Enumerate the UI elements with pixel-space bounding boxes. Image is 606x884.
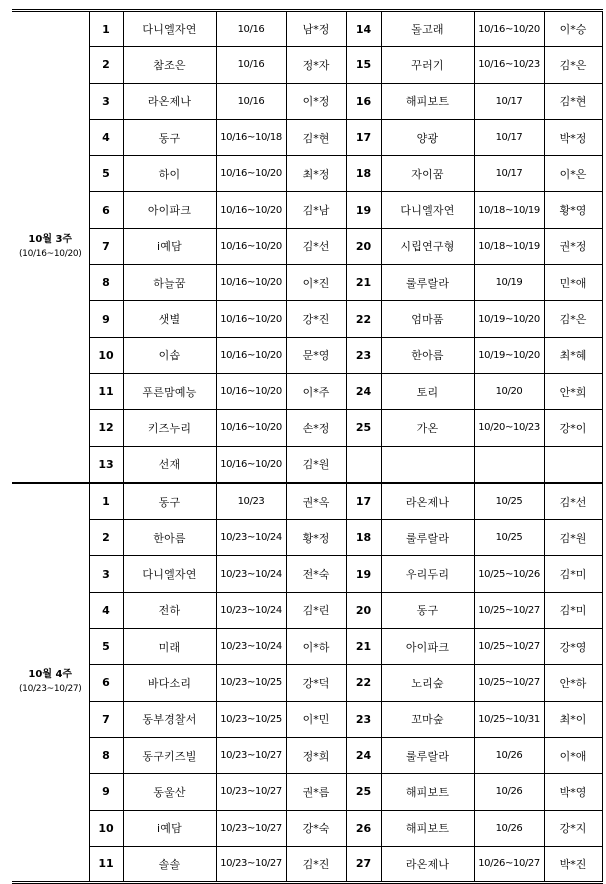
entry-date: 10/18~10/19 (474, 228, 544, 264)
center-name: 다니엘자연 (123, 556, 216, 592)
entry-number: 17 (346, 119, 381, 155)
contact-person: 강*숙 (286, 810, 346, 846)
contact-person: 김*현 (544, 83, 602, 119)
entry-number: 13 (89, 446, 123, 482)
contact-person: 김*원 (286, 446, 346, 482)
entry-date: 10/26 (474, 810, 544, 846)
entry-number: 15 (346, 47, 381, 83)
contact-person: 강*지 (544, 810, 602, 846)
contact-person: 정*자 (286, 47, 346, 83)
entry-number (346, 446, 381, 482)
contact-person: 김*미 (544, 556, 602, 592)
contact-person: 이*정 (286, 83, 346, 119)
center-name: 바다소리 (123, 665, 216, 701)
contact-person: 권*름 (286, 774, 346, 810)
entry-date: 10/23~10/24 (216, 556, 286, 592)
entry-number: 27 (346, 846, 381, 882)
center-name: 라온제나 (123, 83, 216, 119)
contact-person: 이*진 (286, 265, 346, 301)
entry-number: 20 (346, 592, 381, 628)
entry-number: 3 (89, 556, 123, 592)
center-name: 이솝 (123, 337, 216, 373)
entry-number: 19 (346, 192, 381, 228)
entry-date: 10/23~10/27 (216, 810, 286, 846)
entry-date: 10/23~10/24 (216, 629, 286, 665)
entry-number: 18 (346, 156, 381, 192)
entry-number: 16 (346, 83, 381, 119)
entry-number: 7 (89, 228, 123, 264)
entry-number: 7 (89, 701, 123, 737)
contact-person: 전*숙 (286, 556, 346, 592)
entry-date: 10/26~10/27 (474, 846, 544, 882)
center-name: 라온제나 (381, 846, 474, 882)
entry-date: 10/19~10/20 (474, 301, 544, 337)
schedule-row (12, 156, 602, 192)
center-name: 양광 (381, 119, 474, 155)
center-name: 동구 (123, 119, 216, 155)
center-name: 샛별 (123, 301, 216, 337)
center-name: 전하 (123, 592, 216, 628)
schedule-row (12, 701, 602, 737)
center-name: 룰루랄라 (381, 265, 474, 301)
entry-date: 10/19 (474, 265, 544, 301)
contact-person: 김*진 (286, 846, 346, 882)
entry-number: 18 (346, 520, 381, 556)
contact-person: 이*하 (286, 629, 346, 665)
entry-date: 10/23~10/25 (216, 665, 286, 701)
entry-date: 10/16~10/20 (216, 156, 286, 192)
contact-person: 최*혜 (544, 337, 602, 373)
center-name: 푸른맘예능 (123, 373, 216, 409)
contact-person: 문*영 (286, 337, 346, 373)
center-name: 라온제나 (381, 483, 474, 519)
center-name: i예담 (123, 228, 216, 264)
schedule-row (12, 410, 602, 446)
entry-number: 20 (346, 228, 381, 264)
entry-number: 6 (89, 192, 123, 228)
entry-number: 11 (89, 846, 123, 882)
schedule-row (12, 737, 602, 773)
schedule-row (12, 301, 602, 337)
schedule-row (12, 119, 602, 155)
center-name: 다니엘자연 (123, 11, 216, 47)
contact-person: 박*영 (544, 774, 602, 810)
contact-person: 김*은 (544, 47, 602, 83)
entry-number: 4 (89, 119, 123, 155)
entry-date: 10/17 (474, 119, 544, 155)
schedule-row (12, 373, 602, 409)
schedule-row (12, 520, 602, 556)
entry-number: 3 (89, 83, 123, 119)
entry-number: 21 (346, 629, 381, 665)
entry-number: 11 (89, 373, 123, 409)
center-name: 엄마품 (381, 301, 474, 337)
center-name: 노리숲 (381, 665, 474, 701)
center-name: 우리두리 (381, 556, 474, 592)
contact-person: 이*애 (544, 737, 602, 773)
schedule-row (12, 665, 602, 701)
contact-person: 김*선 (286, 228, 346, 264)
entry-number: 24 (346, 373, 381, 409)
entry-number: 9 (89, 774, 123, 810)
entry-date: 10/16~10/20 (216, 337, 286, 373)
schedule-row (12, 83, 602, 119)
entry-date: 10/25 (474, 520, 544, 556)
schedule-row (12, 11, 602, 47)
entry-number: 25 (346, 410, 381, 446)
center-name: 시립연구형 (381, 228, 474, 264)
entry-date: 10/23~10/24 (216, 592, 286, 628)
entry-date: 10/16~10/20 (216, 265, 286, 301)
entry-number: 23 (346, 337, 381, 373)
schedule-row (12, 483, 602, 519)
contact-person: 강*덕 (286, 665, 346, 701)
week-label (12, 483, 89, 882)
center-name: 꾸러기 (381, 47, 474, 83)
center-name: 동울산 (123, 774, 216, 810)
contact-person: 이*민 (286, 701, 346, 737)
entry-number: 14 (346, 11, 381, 47)
schedule-row (12, 265, 602, 301)
center-name: 해피보트 (381, 774, 474, 810)
contact-person: 김*선 (544, 483, 602, 519)
entry-number: 4 (89, 592, 123, 628)
schedule-row (12, 192, 602, 228)
center-name: 아이파크 (381, 629, 474, 665)
entry-number: 19 (346, 556, 381, 592)
entry-date: 10/23~10/27 (216, 774, 286, 810)
entry-date: 10/19~10/20 (474, 337, 544, 373)
entry-date: 10/20~10/23 (474, 410, 544, 446)
center-name: 다니엘자연 (381, 192, 474, 228)
week-label (12, 11, 89, 483)
entry-number: 23 (346, 701, 381, 737)
entry-date: 10/25~10/27 (474, 665, 544, 701)
center-name: 선재 (123, 446, 216, 482)
entry-number: 22 (346, 301, 381, 337)
contact-person: 이*은 (544, 156, 602, 192)
week-table-oct-4 (12, 483, 603, 884)
schedule-row (12, 846, 602, 882)
contact-person: 최*정 (286, 156, 346, 192)
entry-date: 10/16~10/20 (216, 228, 286, 264)
entry-date: 10/23 (216, 483, 286, 519)
contact-person: 김*원 (544, 520, 602, 556)
entry-number: 10 (89, 810, 123, 846)
contact-person: 권*정 (544, 228, 602, 264)
center-name: 룰루랄라 (381, 737, 474, 773)
contact-person: 강*이 (544, 410, 602, 446)
contact-person: 권*옥 (286, 483, 346, 519)
entry-date: 10/16 (216, 47, 286, 83)
entry-date: 10/18~10/19 (474, 192, 544, 228)
entry-date: 10/16~10/23 (474, 47, 544, 83)
schedule-row (12, 810, 602, 846)
center-name: 룰루랄라 (381, 520, 474, 556)
contact-person: 김*남 (286, 192, 346, 228)
center-name: 한아름 (381, 337, 474, 373)
center-name: 한아름 (123, 520, 216, 556)
center-name: 가온 (381, 410, 474, 446)
entry-date: 10/16~10/20 (216, 410, 286, 446)
entry-date: 10/26 (474, 737, 544, 773)
entry-date: 10/23~10/27 (216, 846, 286, 882)
center-name: 참조은 (123, 47, 216, 83)
entry-number: 10 (89, 337, 123, 373)
entry-date: 10/25~10/26 (474, 556, 544, 592)
center-name (381, 446, 474, 482)
entry-date: 10/26 (474, 774, 544, 810)
entry-date: 10/20 (474, 373, 544, 409)
entry-number: 9 (89, 301, 123, 337)
entry-number: 5 (89, 156, 123, 192)
entry-date (474, 446, 544, 482)
entry-date: 10/17 (474, 156, 544, 192)
week-title: 10월 3주 (28, 233, 73, 245)
contact-person: 황*영 (544, 192, 602, 228)
entry-number: 1 (89, 483, 123, 519)
schedule-sheet (12, 9, 602, 884)
center-name: 꼬마숲 (381, 701, 474, 737)
contact-person: 최*이 (544, 701, 602, 737)
entry-number: 24 (346, 737, 381, 773)
contact-person: 민*애 (544, 265, 602, 301)
entry-date: 10/25~10/27 (474, 629, 544, 665)
entry-date: 10/16~10/20 (474, 11, 544, 47)
week-range: (10/23~10/27) (18, 684, 82, 695)
entry-date: 10/16~10/20 (216, 301, 286, 337)
schedule-row (12, 228, 602, 264)
contact-person: 김*은 (544, 301, 602, 337)
entry-date: 10/16 (216, 83, 286, 119)
week-range: (10/16~10/20) (18, 248, 82, 259)
entry-number: 17 (346, 483, 381, 519)
entry-date: 10/16~10/20 (216, 373, 286, 409)
week-title: 10월 4주 (28, 669, 73, 681)
entry-date: 10/25~10/27 (474, 592, 544, 628)
contact-person: 남*정 (286, 11, 346, 47)
contact-person: 손*정 (286, 410, 346, 446)
center-name: 솔솔 (123, 846, 216, 882)
entry-number: 8 (89, 737, 123, 773)
entry-number: 26 (346, 810, 381, 846)
entry-number: 25 (346, 774, 381, 810)
entry-number: 22 (346, 665, 381, 701)
schedule-row (12, 47, 602, 83)
contact-person: 안*하 (544, 665, 602, 701)
center-name: 하이 (123, 156, 216, 192)
entry-date: 10/16~10/20 (216, 446, 286, 482)
center-name: 아이파크 (123, 192, 216, 228)
entry-number: 6 (89, 665, 123, 701)
center-name: 동구 (381, 592, 474, 628)
center-name: 미래 (123, 629, 216, 665)
center-name: 토리 (381, 373, 474, 409)
entry-number: 21 (346, 265, 381, 301)
entry-date: 10/16~10/20 (216, 192, 286, 228)
contact-person: 김*미 (544, 592, 602, 628)
contact-person: 김*린 (286, 592, 346, 628)
schedule-row (12, 774, 602, 810)
schedule-row (12, 337, 602, 373)
entry-number: 1 (89, 11, 123, 47)
center-name: 동부경찰서 (123, 701, 216, 737)
entry-date: 10/25~10/31 (474, 701, 544, 737)
contact-person: 강*진 (286, 301, 346, 337)
entry-date: 10/25 (474, 483, 544, 519)
schedule-row (12, 592, 602, 628)
contact-person: 박*진 (544, 846, 602, 882)
schedule-row (12, 446, 602, 482)
entry-date: 10/23~10/25 (216, 701, 286, 737)
schedule-row (12, 556, 602, 592)
contact-person: 황*정 (286, 520, 346, 556)
entry-number: 8 (89, 265, 123, 301)
contact-person: 박*정 (544, 119, 602, 155)
entry-date: 10/16~10/18 (216, 119, 286, 155)
center-name: 자이꿈 (381, 156, 474, 192)
week-table-oct-3 (12, 9, 603, 483)
contact-person: 정*희 (286, 737, 346, 773)
center-name: 돌고래 (381, 11, 474, 47)
center-name: 키즈누리 (123, 410, 216, 446)
entry-date: 10/23~10/27 (216, 737, 286, 773)
entry-number: 2 (89, 47, 123, 83)
contact-person (544, 446, 602, 482)
entry-date: 10/16 (216, 11, 286, 47)
entry-number: 2 (89, 520, 123, 556)
center-name: 해피보트 (381, 810, 474, 846)
entry-date: 10/23~10/24 (216, 520, 286, 556)
center-name: 동구키즈빌 (123, 737, 216, 773)
entry-date: 10/17 (474, 83, 544, 119)
center-name: i예담 (123, 810, 216, 846)
contact-person: 이*승 (544, 11, 602, 47)
entry-number: 12 (89, 410, 123, 446)
center-name: 해피보트 (381, 83, 474, 119)
schedule-row (12, 629, 602, 665)
contact-person: 안*희 (544, 373, 602, 409)
contact-person: 김*현 (286, 119, 346, 155)
contact-person: 강*영 (544, 629, 602, 665)
center-name: 동구 (123, 483, 216, 519)
center-name: 하늘꿈 (123, 265, 216, 301)
contact-person: 이*주 (286, 373, 346, 409)
entry-number: 5 (89, 629, 123, 665)
